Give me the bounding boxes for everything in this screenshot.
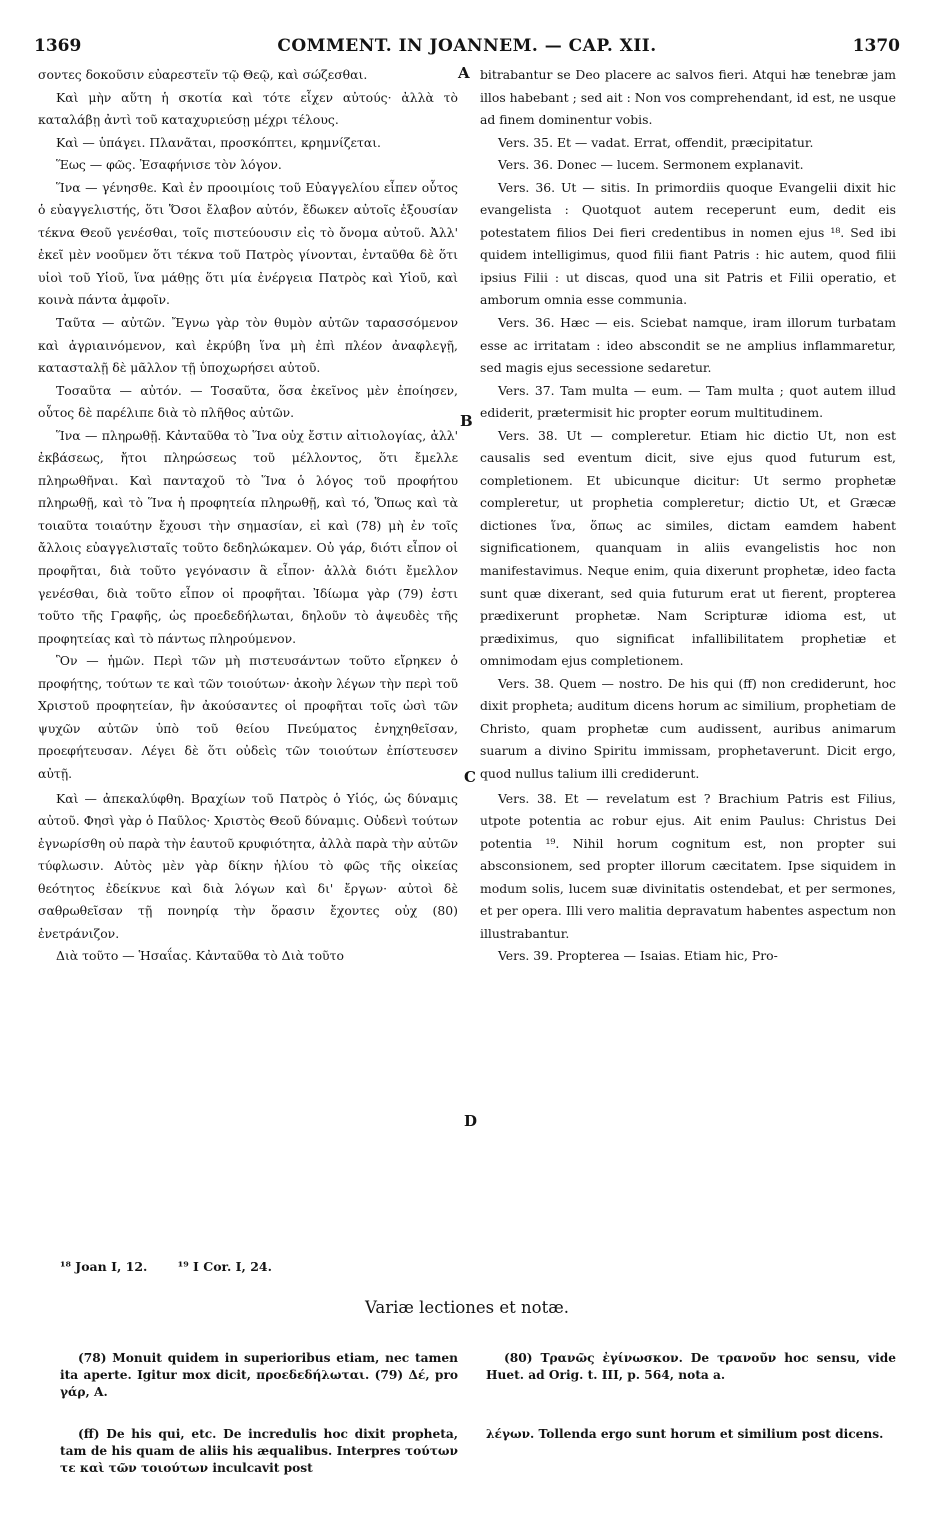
greek-paragraph: Καὶ — ἀπεκαλύφθη. Βραχίων τοῦ Πατρὸς ὁ Υἱός, ὡς δύναμις αὐτοῦ. Φησὶ γὰρ ὁ Παῦλος· Χριστὸς Θεοῦ δύναμις. Οὐδενὶ τούτων ἐγνωρίσθη οὐ παρὰ τὴν ἑαυτοῦ κρυφιότητα, ἀλλὰ παρὰ τὴν αὐτῶν τύφλωσιν. Αὐτὸς μὲν γὰρ δίκην ἡλίου τὸ φῶς τῆς οἰκείας θεότητος ἐδείκνυε καὶ διὰ λόγων καὶ δι' ἔργων· αὐτοὶ δὲ σαθρωθεῖσαν τῇ πονηρίᾳ τὴν ὅρασιν ἔχοντες οὐχ (80) ἐνετράνιζον.	[38, 790, 458, 941]
greek-paragraph: Ἕως — φῶς. Ἐσαφήνισε τὸν λόγον.	[56, 157, 282, 173]
margin-marker-a: A	[458, 64, 470, 82]
note-block	[60, 1350, 458, 1401]
greek-paragraph: Διὰ τοῦτο — Ἡσαΐας. Κἀνταῦθα τὸ Διὰ τοῦτο	[56, 948, 344, 964]
latin-paragraph: Vers. 36. Ut — sitis. In primordiis quoque Evangelii dixit hic evangelista : Quotquot autem receperunt eum, dedit eis potestatem filios Dei fieri credentibus in nomen ejus ¹⁸. Sed ibi quidem intelligimus, quod filii fiant Patris : hic autem, quod filii ipsius Filii : ut discas, quod una sit Patris et Filii operatio, et amborum omnia esse communia.	[480, 179, 896, 308]
greek-paragraph: σοντες δοκοῦσιν εὐαρεστεῖν τῷ Θεῷ, καὶ σώζεσθαι.	[38, 67, 368, 82]
footnote-ref: ¹⁹ I Cor. I, 24.	[177, 1259, 272, 1274]
latin-paragraph: Vers. 36. Donec — lucem. Sermonem explanavit.	[498, 157, 804, 173]
note-block	[486, 1426, 896, 1443]
scripture-footnotes	[60, 1259, 298, 1274]
greek-paragraph: Ἵνα — γένησθε. Καὶ ἐν προοιμίοις τοῦ Εὐαγγελίου εἶπεν οὗτος ὁ εὐαγγελιστής, ὅτι Ὅσοι ἔλαβον αὐτόν, ἔδωκεν αὐτοῖς ἐξουσίαν τέκνα Θεοῦ γενέσθαι, τοῖς πιστεύουσιν εἰς τὸ ὄνομα αὐτοῦ. Ἀλλ' ἐκεῖ μὲν νοοῦμεν ὅτι τέκνα τοῦ Πατρὸς γίνονται, ἐνταῦθα δὲ ὅτι υἱοὶ τοῦ Υἱοῦ, ἵνα μάθῃς ὅτι μία ἐνέργεια Πατρὸς καὶ Υἱοῦ, καὶ κοινὰ πάντα ἀμφοῖν.	[38, 179, 458, 308]
margin-marker-b: B	[460, 412, 473, 430]
page-number-right: 1370	[852, 36, 900, 56]
note-block	[486, 1350, 896, 1384]
greek-paragraph: Καὶ μὴν αὕτη ἡ σκοτία καὶ τότε εἶχεν αὐτούς· ἀλλὰ τὸ καταλάβῃ ἀντὶ τοῦ καταχυριεύσῃ μέχρι τέλους.	[38, 89, 458, 128]
latin-paragraph: Vers. 35. Et — vadat. Errat, offendit, præcipitatur.	[498, 134, 814, 150]
page-number-left: 1369	[34, 36, 82, 56]
latin-paragraph: Vers. 38. Quem — nostro. De his qui (ff) non crediderunt, hoc dixit propheta; auditum dicens horum ac similium, prophetiam de Christo, quam prophetæ cum audissent, auribus animarum suarum a divino Spiritu immissam, prophetaverunt. Dicit ergo, quod nullus talium illi crediderunt.	[480, 675, 896, 781]
note-block	[60, 1426, 458, 1477]
greek-paragraph: Ταῦτα — αὐτῶν. Ἔγνω γὰρ τὸν θυμὸν αὐτῶν ταρασσόμενον καὶ ἀγριαινόμενον, καὶ ἐκρύβη ἵνα μὴ ἐπὶ πλέον ἀναφλεγῇ, κατασταλῇ δὲ μᾶλλον τῇ ὑποχωρήσει αὐτοῦ.	[38, 315, 458, 376]
note-text: (80) Τρανῶς ἐγίνωσκον. De τρανοῦν hoc sensu, vide Huet. ad Orig. t. III, p. 564, nota a.	[486, 1351, 896, 1382]
note-text: (ff) De his qui, etc. De incredulis hoc dixit propheta, tam de his quam de aliis his æqualibus. Interpres τούτων τε καὶ τῶν τοιούτων inculcavit post	[60, 1427, 458, 1475]
footnote-ref: ¹⁸ Joan I, 12.	[60, 1259, 148, 1274]
greek-paragraph: Καὶ — ὑπάγει. Πλανᾶται, προσκόπτει, κρημνίζεται.	[56, 134, 381, 150]
greek-paragraph: Ὃν — ἡμῶν. Περὶ τῶν μὴ πιστευσάντων τοῦτο εἴρηκεν ὁ προφήτης, τούτων τε καὶ τῶν τοιούτων· ἀκοὴν λέγων τὴν περὶ τοῦ Χριστοῦ προφητείαν, ἣν ἀκούσαντες οἱ προφῆται τοῖς ὠσὶ τῶν ψυχῶν αὐτῶν ὑπὸ τοῦ θείου Πνεύματος ἐνηχηθεῖσαν, προεφήτευσαν. Λέγει δὲ ὅτι οὐδεὶς τῶν τοιούτων ἐπίστευσεν αὐτῇ.	[38, 653, 458, 781]
latin-paragraph: Vers. 38. Ut — compleretur. Etiam hic dictio Ut, non est causalis sed eventum dicit, sive ejus quod futurum est, completionem. Et ubicunque dicitur: Ut sermo prophetæ compleretur, ut prophetia compleretur; dictio Ut, et Græcæ dictiones ἵνα, ὅπως ac similes, dictam eamdem habent significationem, quanquam in aliis evangelistis hoc non manifestavimus. Neque enim, quia dixerunt prophetæ, ideo facta sunt quæ dixerant, sed quia futurum erat ut fierent, propterea prædixerunt prophetæ. Nam Scripturæ idioma est, ut prædiximus, quo significat infallibilitatem prophetiæ et omnimodam ejus completionem.	[480, 427, 896, 669]
greek-column	[38, 64, 458, 968]
running-title: COMMENT. IN JOANNEM. — CAP. XII.	[277, 36, 657, 56]
margin-marker-c: C	[464, 768, 476, 786]
latin-paragraph: Vers. 36. Hæc — eis. Sciebat namque, iram illorum turbatam esse ac irritatam : ideo abscondit se ne amplius inflammaretur, sed magis ejus secessione sedaretur.	[480, 315, 896, 376]
latin-column	[480, 64, 896, 968]
greek-paragraph: Τοσαῦτα — αὐτόν. — Τοσαῦτα, ὅσα ἐκεῖνος μὲν ἐποίησεν, οὗτος δὲ παρέλιπε διὰ τὸ πλῆθος αὐτῶν.	[38, 382, 458, 421]
latin-paragraph: bitrabantur se Deo placere ac salvos fieri. Atqui hæ tenebræ jam illos habebant ; sed ait : Non vos comprehendant, id est, ne usque ad finem dominentur vobis.	[480, 67, 896, 128]
note-text: (78) Monuit quidem in superioribus etiam, nec tamen ita aperte. Igitur mox dicit, προεδεδήλωται. (79) Δέ, pro γάρ, A.	[60, 1351, 458, 1399]
latin-paragraph: Vers. 38. Et — revelatum est ? Brachium Patris est Filius, utpote potentia ac robur ejus. Ait enim Paulus: Christus Dei potentia ¹⁹. Nihil horum cognitum est, non propter sui absconsionem, sed propter illorum cæcitatem. Ipse siquidem in modum solis, lucem suæ divinitatis ostendebat, et per sermones, et per opera. Illi vero malitia depravatum habentes aspectum non illustrabantur.	[480, 790, 896, 941]
latin-paragraph: Vers. 39. Propterea — Isaias. Etiam hic, Pro-	[498, 948, 778, 964]
greek-paragraph: Ἵνα — πληρωθῇ. Κἀνταῦθα τὸ Ἵνα οὐχ ἔστιν αἰτιολογίας, ἀλλ' ἐκβάσεως, ἤτοι πληρώσεως τοῦ μέλλοντος, ὅτι ἔμελλε πληρωθῆναι. Καὶ πανταχοῦ τὸ Ἵνα ὁ λόγος τοῦ προφήτου πληρωθῇ, καὶ τὸ Ἵνα ἡ προφητεία πληρωθῇ, καὶ τό, Ὅπως καὶ τὰ τοιαῦτα τοιαύτην ἔχουσι τὴν σημασίαν, εἰ καὶ (78) μὴ ἐν τοῖς ἄλλοις εὐαγγελισταῖς τοῦτο δεδηλώκαμεν. Οὐ γάρ, διότι εἶπον οἱ προφῆται, διὰ τοῦτο γεγόνασιν ἃ εἶπον· ἀλλὰ διότι ἔμελλον γενέσθαι, διὰ τοῦτο εἶπον οἱ προφῆται. Ἰδίωμα γὰρ (79) ἐστι τοῦτο τῆς Γραφῆς, ὡς προεδεδήλωται, δηλοῦν τὸ ἀψευδὲς τῆς προφητείας καὶ τὸ πάντως πληρούμενον.	[38, 427, 458, 646]
notes-title: Variæ lectiones et notæ.	[365, 1298, 569, 1317]
latin-paragraph: Vers. 37. Tam multa — eum. — Tam multa ; quot autem illud ediderit, prætermisit hic propter eorum multitudinem.	[480, 382, 896, 421]
margin-marker-d: D	[464, 1112, 478, 1130]
note-text: λέγων. Tollenda ergo sunt horum et similium post dicens.	[486, 1427, 884, 1441]
page-header	[34, 36, 900, 60]
